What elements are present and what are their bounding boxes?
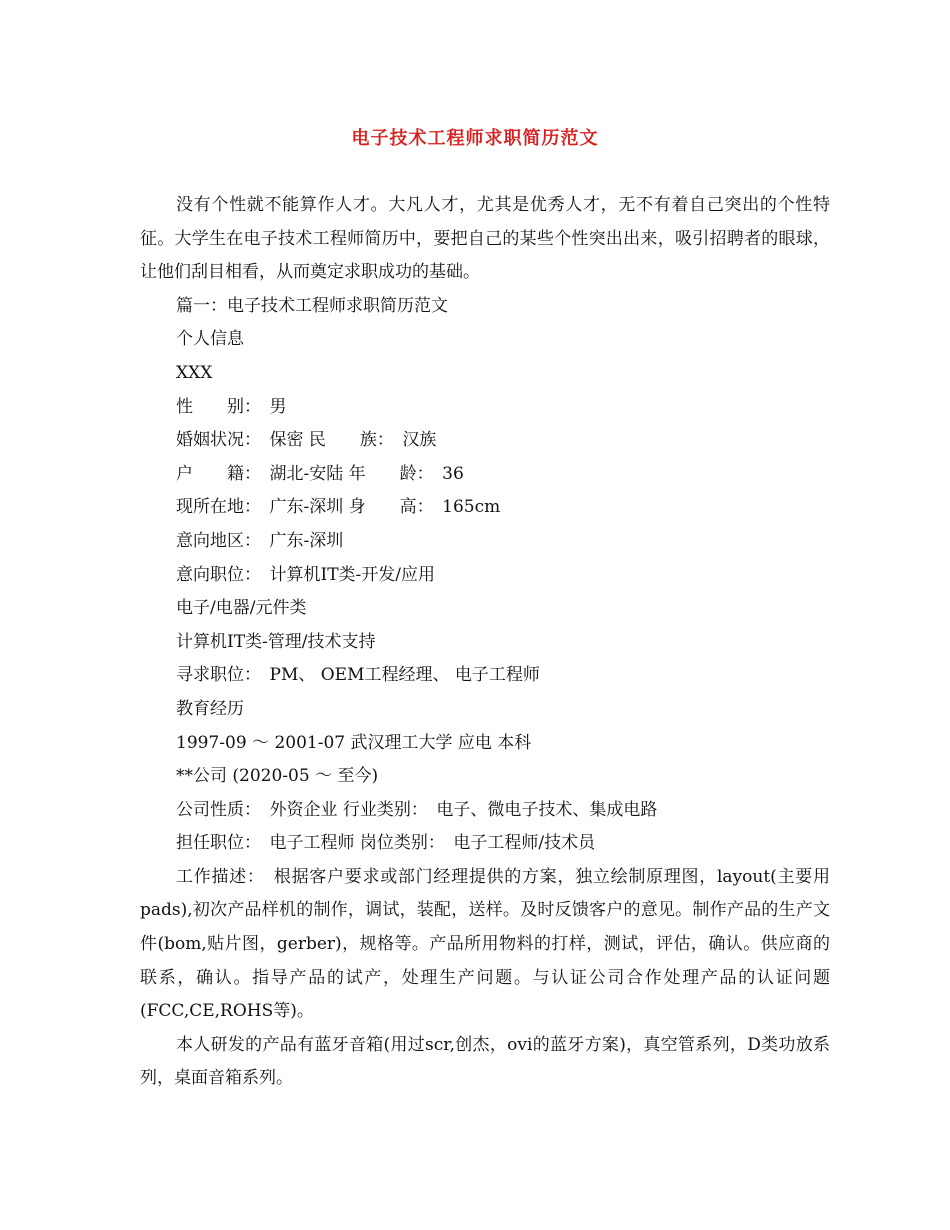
name-line: XXX [176,362,213,383]
role-line: 担任职位： 电子工程师 岗位类别： 电子工程师/技术员 [176,833,596,854]
seeking-position-line: 寻求职位： PM、 OEM工程经理、 电子工程师 [176,665,540,686]
location-height-line: 现所在地： 广东-深圳 身 高： 165cm [176,497,501,518]
desired-position-line: 意向职位： 计算机IT类-开发/应用 [176,564,436,585]
desired-position-extra-2: 计算机IT类-管理/技术支持 [176,631,376,652]
intro-paragraph: 没有个性就不能算作人才。大凡人才，尤其是优秀人才，无不有着自己突出的个性特征。大学生在电子技术工程师简历中，要把自己的某些个性突出出来，吸引招聘者的眼球，让他们刮目相看，从而奠定求职成功的基础。 [140,195,830,283]
hometown-age-line: 户 籍： 湖北-安陆 年 龄： 36 [176,463,464,484]
education-entry: 1997-09 ～ 2001-07 武汉理工大学 应电 本科 [176,732,532,753]
personal-info-heading: 个人信息 [176,329,244,350]
company-line: **公司 (2020-05 ～ 至今) [176,766,379,787]
marital-ethnicity-line: 婚姻状况： 保密 民 族： 汉族 [176,430,437,451]
document-body [140,189,830,1096]
gender-line: 性 别： 男 [176,396,287,417]
education-heading: 教育经历 [176,698,244,719]
desired-region-line: 意向地区： 广东-深圳 [176,530,344,551]
document-title: 电子技术工程师求职简历范文 [351,128,599,149]
products-paragraph: 本人研发的产品有蓝牙音箱(用过scr,创杰，ovi的蓝牙方案)，真空管系列，D类功放系列，桌面音箱系列。 [140,1034,830,1089]
work-description-paragraph: 工作描述： 根据客户要求或部门经理提供的方案，独立绘制原理图，layout(主要用pads),初次产品样机的制作，调试，装配，送样。及时反馈客户的意见。制作产品的生产文件(bom,贴片图，gerber)，规格等。产品所用物料的打样，测试，评估，确认。供应商的联系，确认。指导产品的试产，处理生产问题。与认证公司合作处理产品的认证问题(FCC,CE,ROHS等)。 [140,866,830,1022]
section-heading: 篇一：电子技术工程师求职简历范文 [176,295,448,316]
company-nature-line: 公司性质： 外资企业 行业类别： 电子、微电子技术、集成电路 [176,799,658,820]
desired-position-extra-1: 电子/电器/元件类 [176,598,307,619]
